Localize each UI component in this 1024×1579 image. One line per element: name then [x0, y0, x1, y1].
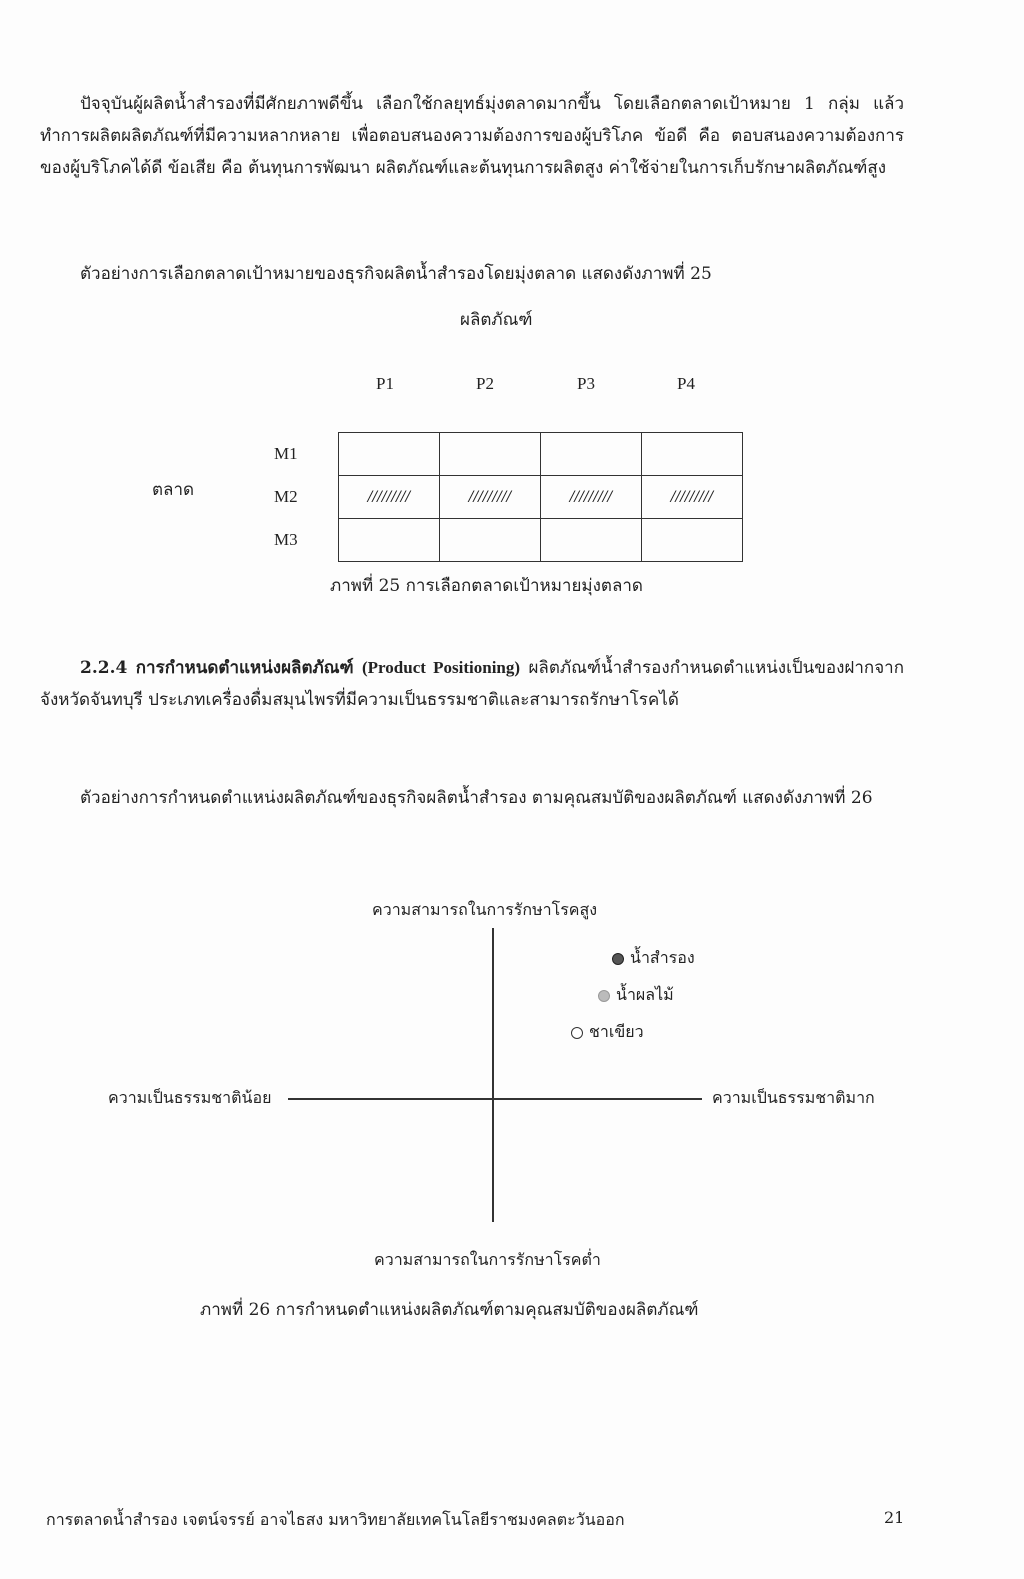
matrix-cell [642, 519, 743, 562]
figure25-side-label: ตลาด [152, 480, 195, 500]
figure25-row-label-m1: M1 [274, 444, 298, 463]
figure26-caption: ภาพที่ 26 การกำหนดตำแหน่งผลิตภัณฑ์ตามคุณสมบัติของผลิตภัณฑ์ [200, 1300, 699, 1320]
matrix-cell [440, 433, 541, 476]
paragraph-figure25-intro-text: ตัวอย่างการเลือกตลาดเป้าหมายของธุรกิจผลิตน้ำสำรองโดยมุ่งตลาด แสดงดังภาพที่ 25 [80, 264, 712, 284]
matrix-cell [339, 433, 440, 476]
dot-filled-light-icon [598, 990, 610, 1002]
footer-text: การตลาดน้ำสำรอง เจตน์จรรย์ อาจไธสง มหาวิทยาลัยเทคโนโลยีราชมงคลตะวันออก [46, 1510, 625, 1529]
matrix-cell [642, 433, 743, 476]
paragraph-strategy [40, 88, 904, 184]
section-title-en: (Product Positioning) [362, 658, 521, 677]
point-green-tea [571, 1020, 644, 1045]
dot-hollow-icon [571, 1027, 583, 1039]
point-label: น้ำสำรอง [630, 948, 695, 967]
paragraph-strategy-text: ปัจจุบันผู้ผลิตน้ำสำรองที่มีศักยภาพดีขึ้น เลือกใช้กลยุทธ์มุ่งตลาดมากขึ้น โดยเลือกตลาดเป้าหมาย 1 กลุ่ม แล้วทำการผลิตผลิตภัณฑ์ที่มีความหลากหลาย เพื่อตอบสนองความต้องการของผู้บริโภค ข้อดี คือ ตอบสนองความต้องการของผู้บริโภคได้ดี ข้อเสีย คือ ต้นทุนการพัฒนา ผลิตภัณฑ์และต้นทุนการผลิตสูง ค่าใช้จ่ายในการเก็บรักษาผลิตภัณฑ์สูง [40, 94, 904, 178]
figure25-row-label-m2: M2 [274, 487, 298, 506]
section-positioning [40, 652, 904, 716]
matrix-row-m3 [339, 519, 743, 562]
figure25-col-label-p1: P1 [376, 374, 394, 393]
section-number: 2.2.4 [80, 658, 128, 678]
matrix-row-m1 [339, 433, 743, 476]
axis-horizontal [288, 1098, 702, 1100]
matrix-cell-selected: ///////// [642, 476, 743, 519]
point-nam-samrong [612, 946, 695, 971]
point-label: ชาเขียว [589, 1022, 644, 1041]
axis-label-left: ความเป็นธรรมชาติน้อย [108, 1088, 272, 1107]
figure25-col-label-p3: P3 [577, 374, 595, 393]
figure25-top-label: ผลิตภัณฑ์ [460, 310, 533, 330]
paragraph-figure25-intro [40, 258, 904, 290]
section-title: การกำหนดตำแหน่งผลิตภัณฑ์ [135, 658, 354, 678]
matrix-cell-selected: ///////// [440, 476, 541, 519]
figure25-caption: ภาพที่ 25 การเลือกตลาดเป้าหมายมุ่งตลาด [330, 576, 643, 596]
matrix-cell [541, 433, 642, 476]
axis-label-bottom: ความสามารถในการรักษาโรคต่ำ [374, 1250, 601, 1269]
matrix-cell [541, 519, 642, 562]
matrix-row-m2 [339, 476, 743, 519]
axis-label-top: ความสามารถในการรักษาโรคสูง [372, 900, 598, 919]
figure25-row-label-m3: M3 [274, 530, 298, 549]
paragraph-figure26-intro [40, 782, 904, 814]
matrix-cell-selected: ///////// [541, 476, 642, 519]
point-fruit-juice [598, 983, 674, 1008]
figure25-matrix [338, 432, 743, 562]
section-body: ผลิตภัณฑ์น้ำสำรองกำหนดตำแหน่งเป็นของฝากจากจังหวัดจันทบุรี ประเภทเครื่องดื่มสมุนไพรที่มีความเป็นธรรมชาติและสามารถรักษาโรคได้ [40, 658, 905, 710]
dot-filled-dark-icon [612, 953, 624, 965]
figure25-col-label-p2: P2 [476, 374, 494, 393]
matrix-cell-selected: ///////// [339, 476, 440, 519]
matrix-cell [440, 519, 541, 562]
page-number: 21 [884, 1508, 905, 1527]
axis-label-right: ความเป็นธรรมชาติมาก [712, 1088, 875, 1107]
paragraph-figure26-intro-text: ตัวอย่างการกำหนดตำแหน่งผลิตภัณฑ์ของธุรกิจผลิตน้ำสำรอง ตามคุณสมบัติของผลิตภัณฑ์ แสดงดังภาพที่ 26 [80, 788, 873, 808]
figure25-col-label-p4: P4 [677, 374, 695, 393]
matrix-cell [339, 519, 440, 562]
point-label: น้ำผลไม้ [616, 985, 674, 1004]
axis-vertical [492, 928, 494, 1222]
